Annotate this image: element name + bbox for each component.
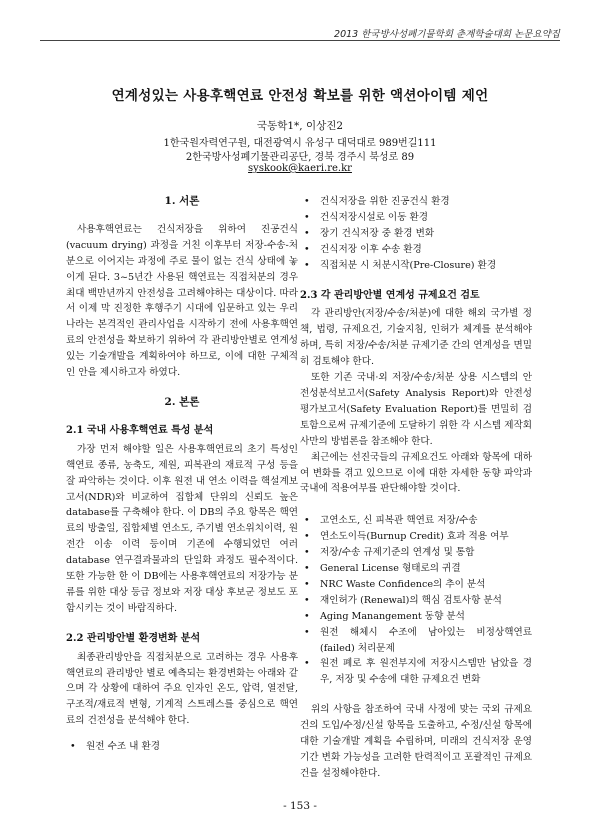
list-item: • 원전 해체시 수조에 남아있는 비정상핵연료 (failed) 처리문제 (314, 625, 532, 657)
list-item: • 건식저장 이후 수송 환경 (314, 242, 532, 258)
section-1-paragraph: 사용후핵연료는 건식저장을 위하여 진공건식 (vacuum drying) 과정을 거친 이후부터 저장-수송-처분으로 이어지는 과정에 주로 물이 없는 건식 상태에 놓이게 된다. 3~5년간 사용된 핵연료는 직접처분의 경우 최대 백만년까지 안전성을 고려해야하는 대상이다. 따라서 이제 막 진정한 후행주기 시대에 입문하고 있는 우리나라는 본격적인 관리사업을 시작하기 전에 사용후핵연료의 안전성을 확보하기 위하여 각 관리방안별로 연계성 있는 기술개발을 계획하여야 하므로, 이에 대한 구체적인 안을 제시하고자 하였다. (66, 223, 298, 379)
section-2-3-title: 2.3 각 관리방안별 연계성 규제요건 검토 (300, 289, 480, 301)
affiliation-2: 2한국방사성폐기물관리공단, 경북 경주시 북성로 89 (185, 152, 415, 163)
section-2-2-paragraph: 최종관리방안을 직접처분으로 고려하는 경우 사용후핵연료의 관리방안 별로 예측되는 환경변화는 아래와 같으며 각 상황에 대하여 주요 인자인 온도, 압력, 열전달, 구조적/재료적 변형, 기계적 스트레스를 중심으로 핵연료의 건전성을 분석해야 한다. (66, 651, 298, 727)
list-item: • 연소도이득(Burnup Credit) 효과 적용 여부 (314, 529, 532, 545)
list-item: • 저장/수송 규제기준의 연계성 및 통합 (314, 545, 532, 561)
regulation-trend-list (300, 513, 532, 688)
list-item: • 원전 수조 내 환경 (80, 739, 298, 755)
list-item: • NRC Waste Confidence의 추이 분석 (314, 577, 532, 593)
paper-title: 연계성있는 사용후핵연료 안전성 확보를 위한 액션아이템 제언 (111, 88, 489, 104)
section-2-3-paragraph-4: 위의 사항을 참조하여 국내 사정에 맞는 국외 규제요건의 도입/수정/신설 항목을 도출하고, 수정/신설 항목에 대한 기술개발 계획을 수립하며, 미래의 건식저장 운영기간 변화 가능성을 고려한 탄력적이고 포괄적인 규제요건을 설정해야한다. (300, 704, 532, 779)
section-2-3-paragraph-3: 최근에는 선진국들의 규제요건도 아래와 항목에 대하여 변화를 겪고 있으므로 이에 대한 자세한 동향 파악과 국내에 적용여부를 판단해야할 것이다. (300, 451, 532, 495)
running-header: 2013 한국방사성폐기물학회 춘계학술대회 논문요약집 (334, 29, 560, 40)
section-2-1-title: 2.1 국내 사용후핵연료 특성 분석 (66, 424, 214, 436)
right-column (300, 180, 532, 782)
section-2-1-paragraph: 가장 먼저 해야할 일은 사용후핵연료의 초기 특성인 핵연료 종류, 농축도, 제원, 피복관의 재료적 구성 등을 잘 파악하는 것이다. 이후 원전 내 연소 이력을 핵설계보고서(NDR)와 비교하여 집합체 단위의 신뢰도 높은 database를 구축해야 한다. 이 DB의 주요 항목은 핵연료의 방출일, 집합체별 연소도, 주기별 연소위치이력, 원전간 이송 이력 등이며 기존에 수행되었던 여러 database 연구결과물과의 단일화 과정도 필수적이다. 또한 가능한 한 이 DB에는 사용후핵연료의 저장가능 분류를 위한 대상 등급 정보와 저장 대상 후보군 정보도 포함시키는 것이 바람직하다. (66, 443, 298, 614)
header-rule (40, 40, 560, 41)
list-item: • General License 형태로의 귀결 (314, 561, 532, 577)
list-item: • 고연소도, 신 피복관 핵연료 저장/수송 (314, 513, 532, 529)
list-item: • 원전 폐로 후 원전부지에 저장시스템만 남았을 경우, 저장 및 수송에 대한 규제요건 변화 (314, 656, 532, 688)
list-item: • 직접처분 시 처분시작(Pre-Closure) 환경 (314, 258, 532, 274)
list-item: • 건식저장을 위한 진공건식 환경 (314, 194, 532, 210)
list-item: • 재인허가 (Renewal)의 핵심 검토사항 분석 (314, 593, 532, 609)
email-link[interactable]: syskook@kaeri.re.kr (248, 163, 352, 174)
list-item: • Aging Manangement 동향 분석 (314, 609, 532, 625)
authors: 국동학1*, 이상진2 (256, 120, 344, 132)
section-2-3-paragraph-1: 각 관리방안(저장/수송/처분)에 대한 해외 국가별 정책, 법령, 규제요건, 기술지침, 인허가 체계를 분석해야 하며, 특히 저장/수송/처분 규제기준 간의 연계성을 면밀히 검토해야 한다. (300, 308, 532, 368)
list-item: • 장기 건식저장 중 환경 변화 (314, 226, 532, 242)
environment-list-right (300, 194, 532, 274)
affiliation-1: 1한국원자력연구원, 대전광역시 유성구 대덕대로 989번길111 (163, 138, 437, 149)
page-number: - 153 - (283, 800, 317, 812)
section-1-title: 1. 서론 (164, 195, 200, 207)
section-2-3-paragraph-2: 또한 기존 국내·외 저장/수송/처분 상용 시스템의 안전성분석보고서(Safety Analysis Report)와 안전성평가보고서(Safety Evaluation Report)를 면밀히 검토함으로써 규제기준에 도달하기 위한 각 시스템 제작회사만의 방법론을 참조해야 한다. (300, 372, 532, 447)
section-2-title: 2. 본론 (164, 395, 200, 408)
section-2-2-title: 2.2 관리방안별 환경변화 분석 (66, 632, 201, 644)
left-column (66, 180, 298, 755)
environment-list-left (66, 739, 298, 755)
list-item: • 건식저장시설로 이동 환경 (314, 210, 532, 226)
